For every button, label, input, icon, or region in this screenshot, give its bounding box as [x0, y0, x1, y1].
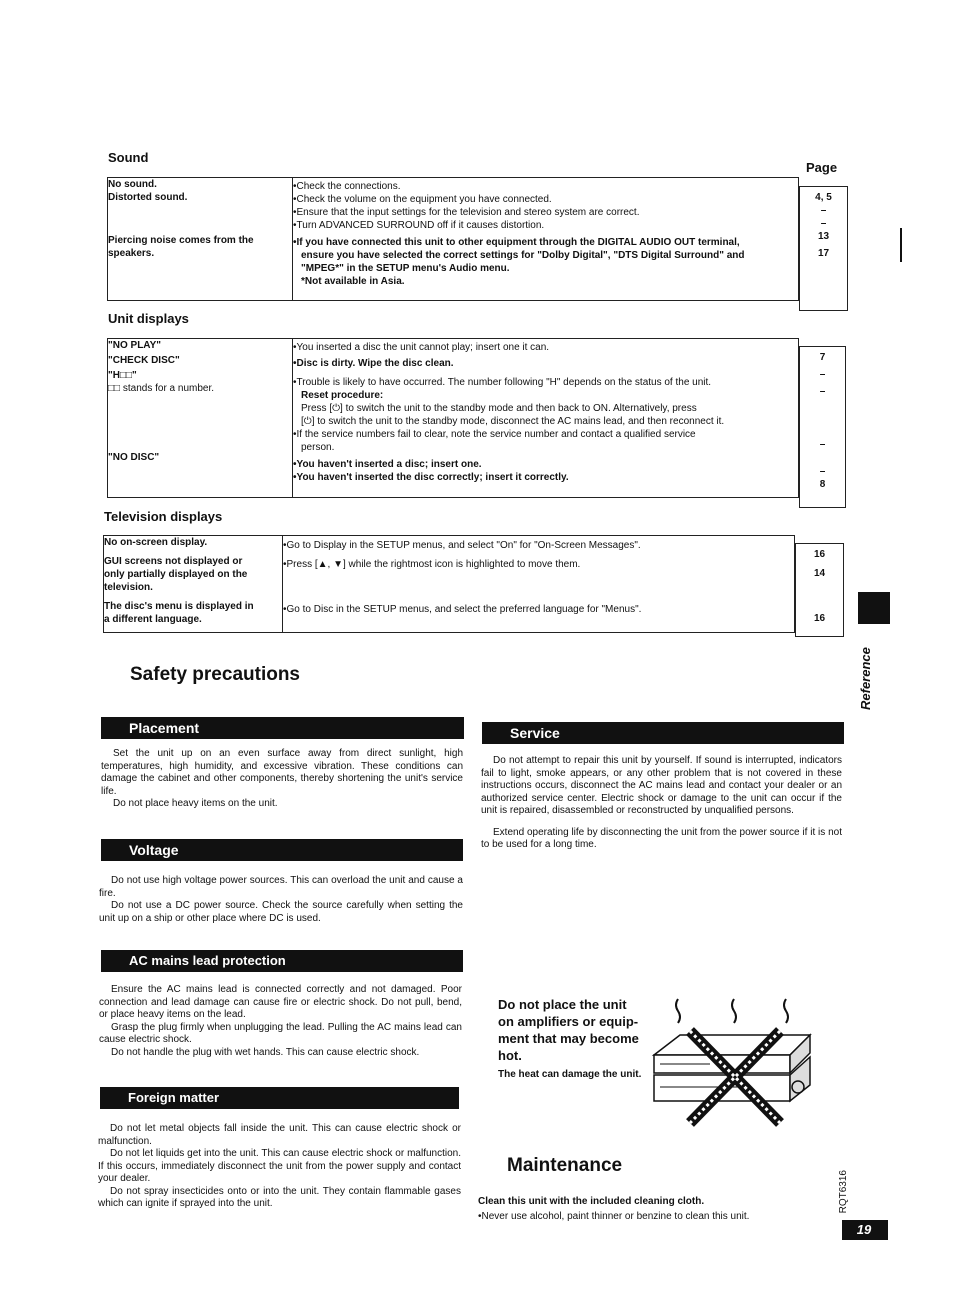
remedy: • Turn ADVANCED SURROUND off if it causes distortion. — [293, 219, 798, 232]
unit-symptoms — [108, 339, 293, 498]
paragraph: Do not handle the plug with wet hands. This can cause electric shock. — [111, 1046, 420, 1058]
paragraph: Ensure the AC mains lead is connected correctly and not damaged. Poor connection and lead damage can cause fire or electric shock. Do not pull, bend, or place heavy items on the lead. — [99, 984, 462, 1020]
television-table — [103, 535, 795, 633]
page-ref: 13 — [817, 231, 830, 242]
page-number: 19 — [842, 1220, 886, 1240]
heat-wave-icon — [784, 999, 788, 1023]
remedy-cont: person. — [301, 442, 335, 453]
remedy: • Go to Disc in the SETUP menus, and select the preferred language for "Menus". — [283, 603, 794, 616]
symptom: No sound. — [108, 179, 157, 190]
section-tab-label: Reference — [858, 647, 873, 710]
symptom: "NO PLAY" — [108, 340, 162, 351]
remedy: • Disc is dirty. Wipe the disc clean. — [293, 357, 798, 370]
maintenance-line2: • Never use alcohol, paint thinner or benzine to clean this unit. — [478, 1211, 749, 1222]
paragraph: Set the unit up on an even surface away from direct sunlight, high temperatures, high humidity, and excessive vibration. These conditions can damage the cabinet and other components, thereby shortening the unit's service life. — [101, 748, 463, 797]
page-number-bar — [886, 1220, 888, 1240]
symptom-note: □□ stands for a number. — [108, 383, 215, 394]
ac-mains-text — [99, 984, 462, 1059]
ac-mains-heading: AC mains lead protection — [101, 950, 463, 972]
section-title-sound: Sound — [108, 150, 149, 165]
section-title-unit-displays: Unit displays — [108, 311, 189, 326]
remedy: • Ensure that the input settings for the television and stereo system are correct. — [293, 206, 798, 219]
remedy: • Trouble is likely to have occurred. The number following "H" depends on the status of the unit. — [293, 376, 798, 389]
warning-line: Do not place the unit — [498, 997, 627, 1012]
page-ref: – — [820, 218, 827, 229]
warning-line: ment that may become — [498, 1031, 639, 1046]
symptom: a different language. — [104, 614, 202, 625]
remedy: • You haven't inserted the disc correctly; insert it correctly. — [293, 471, 798, 484]
page-column-header: Page — [806, 160, 838, 175]
remedy-cont: [⏻] to switch the unit to the standby mode, disconnect the AC mains lead, and then reconnect it. — [301, 416, 725, 427]
unit-pages — [799, 346, 846, 508]
remedy-cont: Press [⏻] to switch the unit to the standby mode and then back to ON. Alternatively, press — [301, 403, 697, 414]
page-ref: 7 — [819, 352, 826, 363]
stacked-units-illustration — [650, 995, 820, 1127]
sound-pages — [799, 186, 848, 311]
remedy: • Press [▲, ▼] while the rightmost icon is highlighted to move them. — [283, 558, 794, 571]
remedy: • Go to Display in the SETUP menus, and select "On" for "On-Screen Messages". — [283, 539, 794, 552]
maintenance-line1: Clean this unit with the included cleaning cloth. — [478, 1196, 705, 1207]
heat-warning — [498, 996, 658, 1083]
remedy: • Check the volume on the equipment you have connected. — [293, 193, 798, 206]
symptom: GUI screens not displayed or — [104, 556, 243, 567]
symptom: "H□□" — [108, 370, 137, 381]
foreign-heading: Foreign matter — [100, 1087, 459, 1109]
maintenance-title: Maintenance — [507, 1155, 623, 1176]
paragraph: Do not spray insecticides onto or into the unit. They contain flammable gases which can ignite if sprayed into the unit. — [98, 1185, 461, 1209]
remedy: • If the service numbers fail to clear, note the service number and contact a qualified service — [293, 428, 798, 441]
paragraph: Grasp the plug firmly when unplugging the lead. Pulling the AC mains lead can cause electric shock. — [99, 1021, 462, 1045]
page-ref: 4, 5 — [815, 192, 832, 203]
heat-wave-icon — [676, 999, 680, 1023]
page-ref: 14 — [813, 568, 826, 579]
section-title-television-displays: Television displays — [104, 509, 223, 524]
placement-text — [101, 748, 463, 811]
paragraph: Do not use a DC power source. Check the source carefully when setting the unit up on a ship or other place where DC is used. — [99, 900, 463, 924]
symptom: Distorted sound. — [108, 192, 188, 203]
service-text — [481, 755, 842, 852]
unit-displays-table — [107, 338, 799, 498]
remedy-cont: ensure you have selected the correct settings for "Dolby Digital", "DTS Digital Surround" and — [301, 250, 745, 261]
warning-sub: The heat can damage the unit. — [498, 1069, 642, 1080]
paragraph: Extend operating life by disconnecting the unit from the power source if it is not to be used for a long time. — [481, 826, 842, 850]
page-ref: 16 — [813, 549, 826, 560]
sound-table — [107, 177, 799, 301]
page-ref: – — [819, 369, 826, 380]
remedy: • If you have connected this unit to other equipment through the DIGITAL AUDIO OUT terminal, — [293, 236, 798, 249]
foreign-text — [98, 1123, 461, 1211]
paragraph: Do not place heavy items on the unit. — [113, 798, 278, 809]
paragraph: Do not attempt to repair this unit by yourself. If sound is interrupted, indicators fail to light, smoke appears, or any other problem that is not covered in these instructions occurs, disconnect the AC mains lead and contact your dealer or an authorized service center. Electric shock or damage to the unit can occur if the unit is repaired, disassembled or reconstructed by unqualified persons. — [481, 755, 842, 816]
reset-heading: Reset procedure: — [301, 390, 384, 401]
symptom: "NO DISC" — [108, 452, 160, 463]
voltage-heading: Voltage — [101, 839, 463, 861]
page-ref: 17 — [817, 248, 830, 259]
section-tab — [858, 592, 890, 624]
tv-remedies — [283, 536, 795, 633]
paragraph: Do not use high voltage power sources. This can overload the unit and cause a fire. — [99, 875, 463, 899]
heat-wave-icon — [732, 999, 736, 1023]
unit-remedies — [293, 339, 799, 498]
symptom: The disc's menu is displayed in — [104, 601, 254, 612]
placement-heading: Placement — [101, 717, 464, 739]
page-ref: – — [819, 439, 826, 450]
symptom: only partially displayed on the — [104, 569, 248, 580]
sound-remedies — [293, 178, 799, 301]
document-code: RQT6316 — [838, 1170, 849, 1214]
footnote: *Not available in Asia. — [301, 276, 405, 287]
paragraph: Do not let liquids get into the unit. This can cause electric shock or malfunction. If this occurs, immediately disconnect the unit from the power supply and contact your dealer. — [98, 1148, 461, 1184]
service-heading: Service — [482, 722, 844, 744]
sound-symptoms — [108, 178, 293, 301]
safety-title: Safety precautions — [130, 664, 300, 685]
symptom: speakers. — [108, 248, 155, 259]
symptom: "CHECK DISC" — [108, 355, 180, 366]
symptom: No on-screen display. — [104, 537, 208, 548]
margin-mark — [900, 228, 902, 262]
tv-symptoms — [104, 536, 283, 633]
remedy: • Check the connections. — [293, 180, 798, 193]
page-ref: – — [819, 386, 826, 397]
page-ref: 16 — [813, 613, 826, 624]
symptom: Piercing noise comes from the — [108, 235, 254, 246]
remedy: • You haven't inserted a disc; insert one. — [293, 458, 798, 471]
warning-line: hot. — [498, 1048, 522, 1063]
remedy-cont: "MPEG*" in the SETUP menu's Audio menu. — [301, 263, 510, 274]
warning-line: on amplifiers or equip- — [498, 1014, 639, 1029]
voltage-text — [99, 875, 463, 925]
paragraph: Do not let metal objects fall inside the unit. This can cause electric shock or malfunction. — [98, 1123, 461, 1147]
symptom: television. — [104, 582, 153, 593]
tv-pages — [795, 543, 844, 637]
remedy: • You inserted a disc the unit cannot play; insert one it can. — [293, 341, 798, 354]
page-ref: – — [820, 205, 827, 216]
page-ref: 8 — [819, 479, 826, 490]
page-ref: – — [819, 466, 826, 477]
